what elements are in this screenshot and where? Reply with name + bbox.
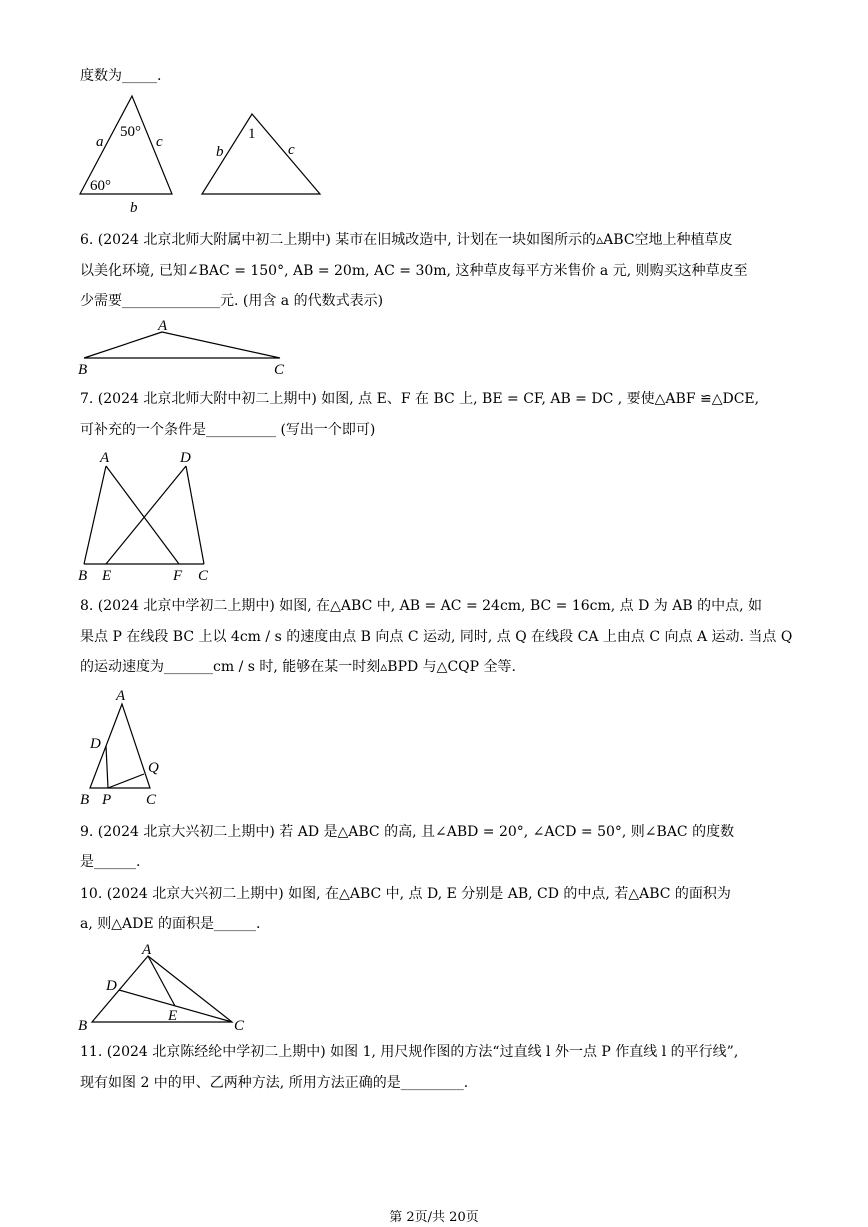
label-c: C — [234, 1018, 245, 1034]
label-f: F — [173, 568, 183, 584]
label-q: Q — [148, 760, 159, 776]
q11-line-1: 11. (2024 北京陈经纶中学初二上期中) 如图 1, 用尺规作图的方法“过直线 l 外一点 P 作直线 l 的平行线”, — [80, 1044, 739, 1060]
label-d: D — [90, 736, 101, 752]
label-b: B — [78, 362, 88, 378]
label-side-c: c — [288, 142, 295, 158]
q7-line-1: 7. (2024 北京北师大附中初二上期中) 如图, 点 E、F 在 BC 上, BE = CF, AB = DC , 要使△ABF ≌△DCE, — [80, 391, 760, 407]
segment-ab — [84, 466, 106, 564]
q5-figure-1 — [76, 92, 186, 216]
segment-ae — [148, 956, 175, 1006]
q6-line-1: 6. (2024 北京北师大附属中初二上期中) 某市在旧城改造中, 计划在一块如图所示的▵ABC空地上种植草皮 — [80, 232, 733, 248]
q9-line-1: 9. (2024 北京大兴初二上期中) 若 AD 是△ABC 的高, 且∠ABD = 20°, ∠ACD = 50°, 则∠BAC 的度数 — [80, 824, 735, 840]
q7-line-2: 可补充的一个条件是__________ (写出一个即可) — [80, 422, 376, 438]
q6-figure — [76, 316, 296, 378]
label-b: B — [78, 568, 88, 584]
q8-line-3: 的运动速度为_______cm / s 时, 能够在某一时刻▵BPD 与△CQP 全等. — [80, 659, 516, 675]
label-a: A — [158, 318, 168, 334]
label-a: A — [142, 942, 152, 958]
q7-figure — [76, 446, 216, 584]
label-b: B — [80, 792, 90, 808]
q8-line-2: 果点 P 在线段 BC 上以 4cm / s 的速度由点 B 向点 C 运动, 同时, 点 Q 在线段 CA 上由点 C 向点 A 运动. 当点 Q — [80, 629, 793, 645]
label-side-a: a — [96, 134, 104, 150]
q5-line-1: 度数为_____. — [80, 68, 162, 84]
segment-dp — [106, 746, 108, 788]
label-e: E — [102, 568, 112, 584]
page-footer: 第 2页/共 20页 — [389, 1210, 479, 1225]
q9-line-2: 是______. — [80, 854, 141, 870]
label-a: A — [116, 688, 126, 704]
label-e: E — [168, 1008, 178, 1024]
segment-pq — [108, 774, 144, 788]
segment-dc — [186, 466, 204, 564]
segment-af — [106, 466, 179, 564]
q10-line-2: a, 则△ADE 的面积是______. — [80, 916, 261, 932]
label-angle-50: 50° — [120, 124, 141, 140]
triangle-abc — [84, 332, 280, 358]
label-side-c: c — [156, 134, 163, 150]
q10-figure — [76, 940, 252, 1036]
segment-de — [106, 466, 186, 564]
label-angle-60: 60° — [90, 178, 111, 194]
q10-line-1: 10. (2024 北京大兴初二上期中) 如图, 在△ABC 中, 点 D, E 分别是 AB, CD 的中点, 若△ABC 的面积为 — [80, 886, 731, 902]
label-c: C — [274, 362, 285, 378]
q8-figure — [76, 684, 180, 810]
q5-figure-2 — [200, 108, 326, 200]
label-side-b: b — [216, 144, 224, 160]
label-d: D — [106, 978, 117, 994]
q6-line-2: 以美化环境, 已知∠BAC = 150°, AB = 20m, AC = 30m, 这种草皮每平方米售价 a 元, 则购买这种草皮至 — [80, 263, 748, 279]
label-c: C — [146, 792, 157, 808]
label-side-b: b — [130, 200, 138, 216]
q6-line-3: 少需要______________元. (用含 a 的代数式表示) — [80, 293, 384, 309]
label-angle-1: 1 — [248, 126, 256, 142]
label-a: A — [100, 450, 110, 466]
q8-line-1: 8. (2024 北京中学初二上期中) 如图, 在△ABC 中, AB = AC = 24cm, BC = 16cm, 点 D 为 AB 的中点, 如 — [80, 598, 763, 614]
label-c: C — [198, 568, 209, 584]
label-b: B — [78, 1018, 88, 1034]
label-d: D — [180, 450, 191, 466]
label-p: P — [102, 792, 112, 808]
q11-line-2: 现有如图 2 中的甲、乙两种方法, 所用方法正确的是_________. — [80, 1075, 469, 1091]
